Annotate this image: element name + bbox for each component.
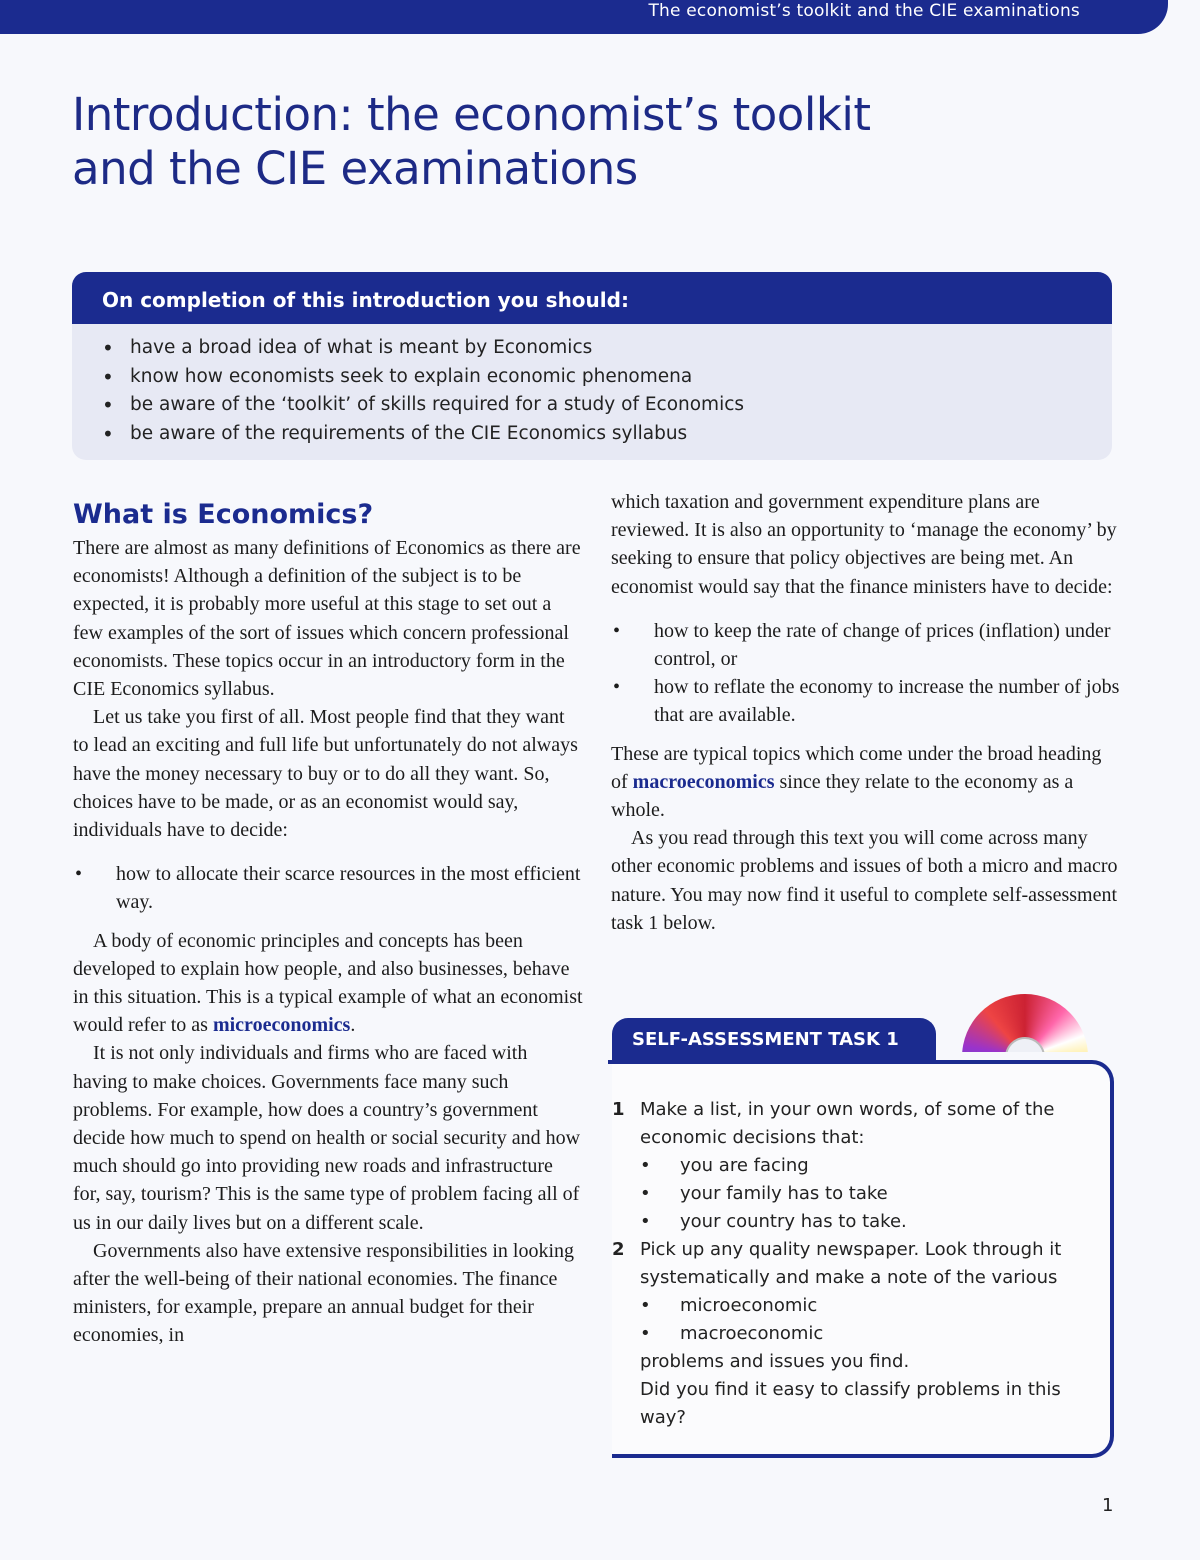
key-term-microeconomics: microeconomics [212, 1014, 351, 1037]
paragraph-text: A body of economic principles and concepts has been developed to explain how people, and also businesses, behave in this situation. This is a typical example of what an economist would refer to as [73, 929, 583, 1037]
task-sub-item: • your country has to take. [640, 1208, 1092, 1236]
paragraph: There are almost as many definitions of Economics as there are economists! Although a definition of the subject is to be expected, it is probably more useful at this stage to set out a few examples of the sort of issues which concern professional economists. These topics occur in an introductory form in the CIE Economics syllabus. [73, 537, 581, 701]
task-text: problems and issues you find. [640, 1351, 910, 1372]
page-number: 1 [1102, 1495, 1114, 1516]
task-item-2 [612, 1236, 1092, 1432]
paragraph-text: since they relate to the economy as a whole. [611, 770, 1074, 822]
task-sub-list [640, 1152, 1092, 1236]
objective-item: • be aware of the requirements of the CIE Economics syllabus [102, 420, 1112, 449]
task-text: Make a list, in your own words, of some of the economic decisions that: [640, 1099, 1055, 1148]
paragraph: Governments also have extensive responsibilities in looking after the well-being of their national economies. The finance ministers, for example, prepare an annual budget for their economies, in [73, 1239, 575, 1347]
right-column [611, 488, 1121, 937]
running-head: The economist’s toolkit and the CIE examinations [648, 1, 1080, 21]
left-column [73, 496, 583, 1350]
paragraph: which taxation and government expenditure plans are reviewed. It is also an opportunity to ‘manage the economy’ by seeking to ensure that policy objectives are being met. An economist would say that the finance ministers have to decide: [611, 491, 1117, 598]
bullet-item: • how to reflate the economy to increase the number of jobs that are available. [611, 673, 1121, 729]
task-item-1 [612, 1096, 1092, 1236]
task-text: Did you find it easy to classify problems in this way? [640, 1379, 1061, 1428]
bullet-item: • how to allocate their scarce resources in the most efficient way. [73, 860, 583, 916]
objective-item: • have a broad idea of what is meant by Economics [102, 334, 1112, 363]
paragraph [73, 927, 583, 1040]
task-sub-item: • you are facing [640, 1152, 1092, 1180]
self-assessment-box [612, 1060, 1114, 1458]
task-sub-item: • microeconomic [640, 1292, 1092, 1320]
task-title: SELF-ASSESSMENT TASK 1 [612, 1018, 936, 1062]
page-title [72, 88, 871, 196]
running-head-bar [0, 0, 1168, 34]
page-title-line-2: and the CIE examinations [72, 142, 638, 195]
paragraph: Let us take you first of all. Most people find that they want to lead an exciting and full life but unfortunately do not always have the money necessary to buy or to do all they want. So, choices have to be made, or as an economist would say, individuals have to decide: [73, 706, 578, 842]
task-text: Pick up any quality newspaper. Look through it systematically and make a note of the various [640, 1239, 1062, 1288]
bullet-item: • how to keep the rate of change of prices (inflation) under control, or [611, 617, 1121, 673]
task-sub-item: • your family has to take [640, 1180, 1092, 1208]
objectives-box [72, 272, 1112, 460]
objectives-heading: On completion of this introduction you should: [72, 272, 1112, 324]
task-sub-item: • macroeconomic [640, 1320, 1092, 1348]
task-content [612, 1096, 1092, 1432]
task-number: 1 [612, 1099, 625, 1120]
objective-item: • be aware of the ‘toolkit’ of skills required for a study of Economics [102, 391, 1112, 420]
paragraph [611, 740, 1121, 825]
bullet-list [611, 617, 1121, 730]
objectives-list [72, 334, 1112, 448]
task-sub-list [640, 1292, 1092, 1348]
paragraph: As you read through this text you will come across many other economic problems and issues of both a micro and macro nature. You may now find it useful to complete self-assessment task 1 below. [611, 827, 1118, 934]
key-term-macroeconomics: macroeconomics [632, 770, 775, 793]
objective-item: • know how economists seek to explain economic phenomena [102, 363, 1112, 392]
section-heading: What is Economics? [73, 499, 374, 530]
paragraph-text: . [350, 1014, 356, 1037]
page-title-line-1: Introduction: the economist’s toolkit [72, 88, 871, 141]
bullet-list [73, 860, 583, 916]
paragraph-text: These are typical topics which come under the broad heading of [611, 742, 1102, 793]
paragraph: It is not only individuals and firms who are faced with having to make choices. Governments face many such problems. For example, how does a country’s government decide how much to spend on health or social security and how much should go into providing new roads and infrastructure for, say, tourism? This is the same type of problem facing all of us in our daily lives but on a different scale. [73, 1042, 581, 1234]
task-number: 2 [612, 1239, 625, 1260]
